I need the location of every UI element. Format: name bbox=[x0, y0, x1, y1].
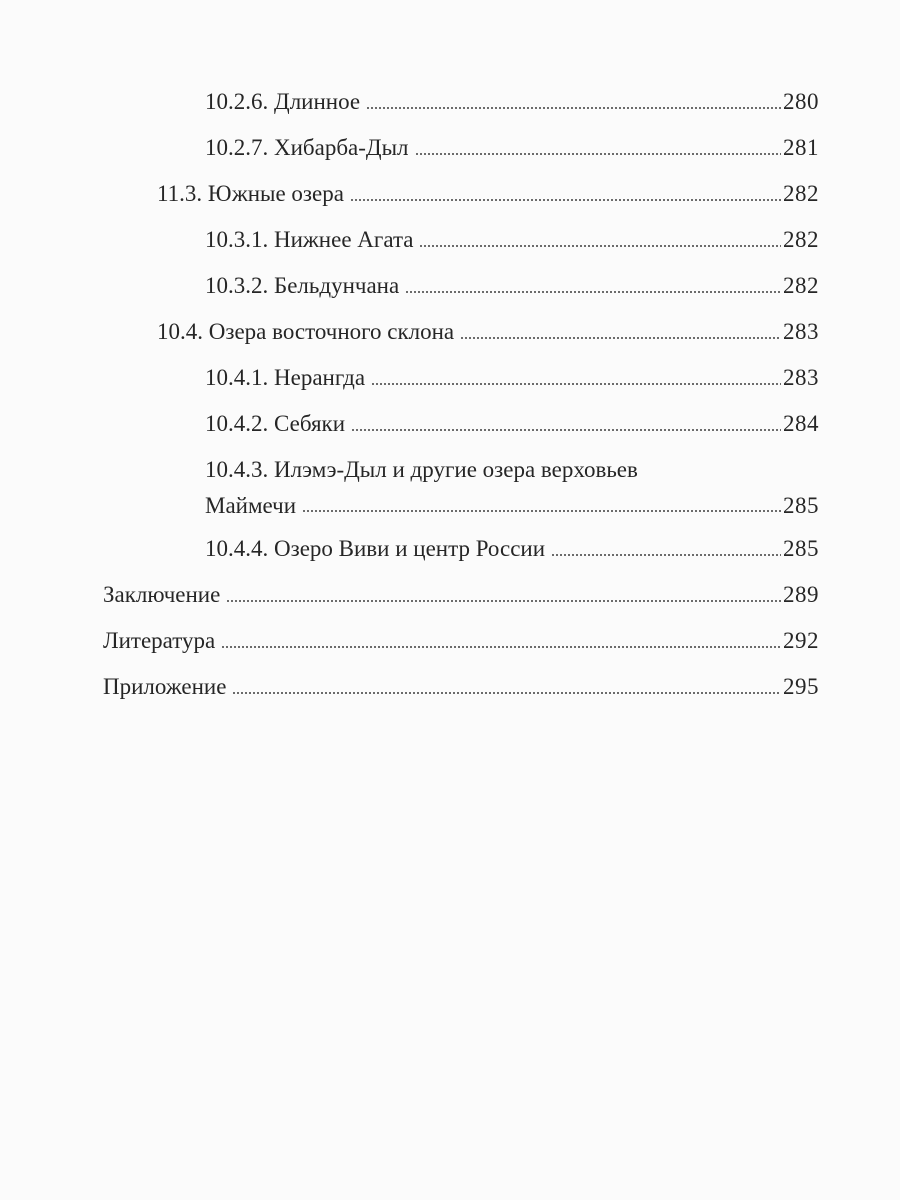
dot-leader bbox=[551, 552, 781, 558]
toc-entry-title: 10.3.2. Бельдунчана bbox=[205, 273, 400, 298]
toc-entry-multiline bbox=[205, 456, 819, 520]
toc-entry-page: 282 bbox=[783, 181, 819, 206]
toc-entry-title: 10.4.1. Нерангда bbox=[205, 365, 366, 390]
toc-entry-title: 10.4.4. Озеро Виви и центр России bbox=[205, 536, 546, 561]
toc-entry-page: 283 bbox=[783, 365, 819, 390]
dot-leader bbox=[371, 381, 781, 387]
toc-entry-page: 282 bbox=[783, 273, 819, 298]
dot-leader bbox=[351, 427, 781, 433]
toc-entry-page: 292 bbox=[783, 628, 819, 653]
toc-entry-page: 281 bbox=[783, 135, 819, 160]
toc-entry-title: Заключение bbox=[103, 582, 221, 607]
toc-entry bbox=[205, 134, 819, 162]
dot-leader bbox=[460, 335, 781, 341]
toc-entry-line2 bbox=[205, 492, 819, 520]
toc-entry-title-line1: 10.4.3. Илэмэ-Дыл и другие озера верховьев bbox=[205, 457, 638, 482]
toc-entry-title: 11.3. Южные озера bbox=[157, 181, 344, 206]
toc-entry-title: 10.4.2. Себяки bbox=[205, 411, 346, 436]
toc-entry bbox=[103, 581, 819, 609]
toc-entry bbox=[103, 673, 819, 701]
toc-entry bbox=[205, 410, 819, 438]
dot-leader bbox=[405, 289, 781, 295]
dot-leader bbox=[302, 509, 781, 515]
toc-entry-title: Приложение bbox=[103, 674, 227, 699]
toc-entry-title: Литература bbox=[103, 628, 216, 653]
toc-entry-page: 295 bbox=[783, 674, 819, 699]
dot-leader bbox=[415, 151, 781, 157]
toc-entry-title-line2: Маймечи bbox=[205, 493, 297, 518]
toc-entry-page: 282 bbox=[783, 227, 819, 252]
toc-entry-title: 10.2.7. Хибарба-Дыл bbox=[205, 135, 409, 160]
dot-leader bbox=[226, 598, 781, 604]
toc-entry bbox=[103, 627, 819, 655]
toc-entry-title: 10.2.6. Длинное bbox=[205, 89, 361, 114]
toc-entry-page: 285 bbox=[783, 536, 819, 561]
dot-leader bbox=[232, 690, 781, 696]
toc-entry bbox=[205, 88, 819, 116]
toc-entry bbox=[205, 364, 819, 392]
toc-entry-page: 285 bbox=[783, 493, 819, 518]
toc-entry-page: 289 bbox=[783, 582, 819, 607]
toc-entry-page: 280 bbox=[783, 89, 819, 114]
toc-entry bbox=[205, 272, 819, 300]
toc-entry-page: 284 bbox=[783, 411, 819, 436]
toc-entry-title: 10.4. Озера восточного склона bbox=[157, 319, 455, 344]
dot-leader bbox=[419, 243, 781, 249]
toc-entry-page: 283 bbox=[783, 319, 819, 344]
toc-entry bbox=[205, 226, 819, 254]
dot-leader bbox=[350, 197, 781, 203]
toc-entry bbox=[157, 180, 819, 208]
dot-leader bbox=[366, 105, 781, 111]
dot-leader bbox=[221, 644, 781, 650]
toc-entry-title: 10.3.1. Нижнее Агата bbox=[205, 227, 414, 252]
toc-entry bbox=[205, 535, 819, 563]
toc-entry bbox=[157, 318, 819, 346]
